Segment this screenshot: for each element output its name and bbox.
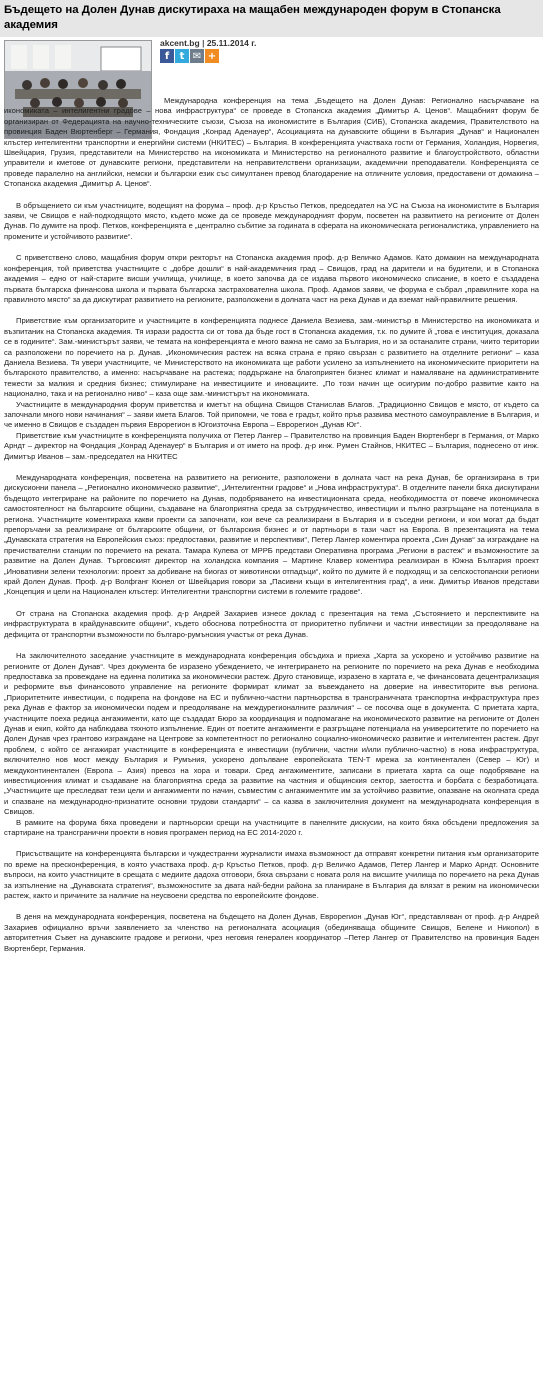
article-title: Бъдещето на Долен Дунав дискутираха на мащабен международен форум в Стопанска академия [4, 4, 501, 31]
share-bar [160, 49, 219, 63]
paragraph-greetings: Приветствие към участниците в конференцията получиха от Петер Лангер – Правителство на провинция Баден Вюртенберг в Германия, от Марко Арндт – директор на Фондация „Конрад Аденауер“ в България и от името на проф. д-р инж. Румен Стайнов, НКИТЕС – България, поднесено от инж. Димитър Иванов – зам.-председател на НКИТЕС [4, 430, 539, 461]
plus-icon[interactable]: + [205, 49, 219, 63]
publish-date: 25.11.2014 г. [206, 38, 257, 48]
twitter-icon[interactable]: t [175, 49, 189, 63]
paragraph-press: Присъстващите на конференцията български и чуждестранни журналисти имаха възможност да отправят конкретни питания към организаторите по време на пресконференция, в която участваха проф. д-р Кръстьо Петков, проф. д-р Величко Адамов, Петер Лангер и Марко Арндт. Основните въпроси, на които участниците в срещата с медиите дадоха отговори, бяха свързани с новата роля на висшите училища по поречието на река Дунав за изпълнение на „Дунавската стратегия“, възможностите за двата най-бедни района за планиране в България да влязат в режим на икономически растеж, както и причините за наличие на неусвоени средства по европейските фондове. [4, 849, 539, 901]
facebook-icon[interactable]: f [160, 49, 174, 63]
mail-icon[interactable]: ✉ [190, 49, 204, 63]
paragraph-intro: Международна конференция на тема „Бъдещето на Долен Дунав: Регионално насърчаване на икономиката – интелигентни градове – нова инфраструктура“ се проведе в Стопанска академия „Димитър А. Ценов“. Мащабният форум бе организиран от Федерацията на научно-техническите съюзи, Съюза на икономистите в България (СИБ), Стопанска академия, Правителството на провинция Баден Вюртенберг – Германия, Фондация „Конрад Аденауер“, Асоциацията на дунавските общини в България „Дунав“ и Национален клъстер интелигентни транспортни и енергийни системи (НКИТЕС) – България. В конференцията участваха гости от Германия, Холандия, Норвегия, Швейцария, Грузия, представители на Министерство на икономиката и Министерство на регионалното развитие и благоустройството, областни управители и кметове от дунавските региони, представители на неправителствени организации, академични преподаватели. Конференцията се проведе паралелно на английски, немски и български език със симултанен превод благодарение на отличните условия, предоставени от домакина – Стопанска академия „Димитър А. Ценов“. [4, 96, 539, 189]
meta-separator: | [202, 38, 205, 48]
paragraph-partner-meetings: В рамките на форума бяха проведени и партньорски срещи на участниците в панелните дискусии, на които бяха обсъдени предложения за стартиране на трансгранични проекти в новия програмен период на ЕС 2014-2020 г. [4, 817, 539, 837]
paragraph-vezieva: Приветствие към организаторите и участниците в конференцията поднесе Даниела Везиева, зам.-министър в Министерство на икономиката и възпитаник на Стопанска академия. Тя изрази радостта си от това да бъде гост в Стопанска академия, т.к. по думите й „това е институция, доказала се в годините“. Зам.-министърът заяви, че темата на конференцията е много важна не само за България, но и за останалите страни, чиито територии са разположени по поречието на р. Дунав. „Икономическия растеж на всяка страна е пряко свързан с развитието на отделните региони“ – каза Даниела Везиева. Тя увери участниците, че Министерството на икономиката ще работи усилено за изпълнението на икономическите приоритети на българското правителство, а именно: насърчаване на растежа; поддържане на благоприятен бизнес климат и намаляване на административните тежести за малкия и средния бизнес; стимулиране на инвестициите и иновациите. „По този начин ще осигурим по-добро развитие както на национално, така и на регионално ниво“ – каза още зам.-министърът на икономиката. [4, 316, 539, 399]
paragraph-adamov: С приветствено слово, мащабния форум откри ректорът на Стопанска академия проф. д-р Величко Адамов. Като домакин на международната конференция, той приветства участниците с „добре дошли“ в най-академичния град – Свищов, град на дарители и на будители, и в Стопанска академия – едно от най-старите висши училища, училище, в което започва да се издава първото икономическо списание, в което е създадена първата българска финансова школа и първата българска застрахователна школа. Проф. Адамов заяви, че форума е събрал „правилните хора на правилното място“ за да дискутират развитието на регионите, разположени в долната част на река Дунав и да вземат най-правилните решения. [4, 253, 539, 304]
paragraph-petkov: В обръщението си към участниците, водещият на форума – проф. д-р Кръстьо Петков, председател на УС на Съюза на икономистите в България заяви, че Свищов е най-подходящото място, където може да се проведе международният форум, посветен на развитието на регионите от Долен Дунав. По думите на проф. Петков, конференцията е „централно събитие за годината в сферата на икономическата регионалистика, управлението на промените и устойчивото развитие“. [4, 200, 539, 241]
article-body [4, 96, 539, 965]
paragraph-zahariev: От страна на Стопанска академия проф. д-р Андрей Захариев изнесе доклад с презентация на тема „Състоянието и перспективите на инфраструктурата в крайдунавските общини“, където обоснова потребността от приоритетно публични и частни инвестиции за преодоляване на дефицита от транспортни възможности по българо-румънския участък от река Дунав. [4, 608, 539, 639]
article-meta [160, 38, 256, 48]
paragraph-charter: На заключителното заседание участниците в международната конференция обсъдиха и приеха „Харта за ускорено и устойчиво развитие на регионите от Долен Дунав“. Чрез документа бе изразено убеждението, че интегрирането на регионите по поречието на река Дунав е необходима предпоставка за провеждане на единна политика за икономически растеж. Друго становище, изразено в хартата е, че финансовата децентрализация и реформите във финансовото управление на регионите формират климат за въвеждането на доверие на инвеститорите във региона. „Приоритетните инвестиции, с подкрепа на фондове на ЕС и публично-частни партньорства в трансграничната транспортна инфраструктура през река Дунав е фактор за икономически подем и преодоляване на междурегионалните различия“ – се посочва още в документа. С приетата харта, участниците поеха редица ангажименти, като ще създадат Бюро за координация и подпомагане на икономическото развитие на регионите от Долен Дунав и екип, който да наблюдава тяхното изпълнение. Един от поетите ангажименти е разгръщане потенциала на университетите по поречието на Долен Дунав чрез грантово изграждане на Центрове за компетентност по регионално социално-икономическо развитие и интелигентен растеж. Друг проблем, с който се ангажират участниците в конференцията е инвестиции (публични, частни и/или публично-частно) в нова инфраструктура, включително нов мост между България и Румъния, ускорено допълване европейската TEN-T мрежа за континентален (Север – Юг) и междуконтинентален (Европа – Азия) превоз на хора и товари. Сред ангажиментите, записани в приетата харта са още подобряване на инвестиционния климат и създаване на благоприятна среда за развитие на частния и общинския сектор, заетостта и борбата с безработицата. „Участниците ще преследват тези цели и ангажименти по начин, съвместим с ангажиментите им за устойчиво развитие, опазване на околната среда и спазване на международно-признатите основни трудови стандарти“ – са казва в заключителния документ на международната конференция в Свищов. [4, 651, 539, 817]
source-link[interactable]: akcent.bg [160, 38, 200, 48]
paragraph-blagov: Участниците в международния форум приветства и кметът на община Свищов Станислав Благов. „Традиционно Свищов е място, от където са започнали много нови начинания“ – заяви кмета Благов. Той припомни, че това е градът, който пръв развива местното самоуправление в България, и че именно в Свищов е създаден първия Еврорегион в Югоизточна Европа – Еврорегион „Дунав Юг“. [4, 399, 539, 430]
title-bar [0, 0, 543, 37]
paragraph-euroregion: В деня на международната конференция, посветена на бъдещето на Долен Дунав, Еврорегион „Дунав Юг“, представляван от проф. д-р Андрей Захариев официално връчи заявлението за членство на регионалната асоциация (обединяваща общините Свищов, Белене и Никопол) в авторитетния Съвет на дунавските градове и региони, чрез неговия генерален координатор –Петер Лангер от Правителство на провинция Баден Вюртенберг, Германия. [4, 912, 539, 953]
paragraph-panels: Международната конференция, посветена на развитието на регионите, разположени в долната част на река Дунав, бе организирана в три дискусионни панела – „Регионално икономическо развитие“, „Интелигентни градове“ и „Нова инфраструктура“. В отделните панели бяха дискутирани бъдещото интегриране на районите по поречието на Дунав, подобряването на инвестиционната среда, необходимостта от повече икономическа самостоятелност на българските общини, създаване на благоприятна среда за сътрудничество, инвестиции и пълно разгръщане на потенциала в региона. Участниците коментираха какви проекти са започнати, кои вече са реализирани в България и в съседни региони, и кои могат да бъдат препоръчани за реализиране от българските общини, от българския бизнес и от партньори в тази част на Европа. В презентацията на тема „Дунавската стратегия на Европейския съюз: предпоставки, развитие и перспективи“, Петер Лангер коментира проекта „Син Дунав“ за изграждане на пречиствателни станции по поречието на реката. Тамара Кулева от МРРБ представи Оперативна програма „Региони в растеж“ и възможностите за развитие на Долен Дунав. Търговският директор на холандска компания – Мартине Клавер коментира реализиран в Южна България проект „Иновативни зелени технологии: проект за добиване на биогаз от животински отпадъци“, който по думите й е подходящ и за селскостопански региони край Долен Дунав. Проф. д-р Волфганг Кюнел от Швейцария говори за „Пасивни къщи в интелигентния град“, а инж. Димитър Иванов представи „Концепция и цели на Национален клъстер: Интелигентни транспортни системи в големите градове“. [4, 473, 539, 597]
